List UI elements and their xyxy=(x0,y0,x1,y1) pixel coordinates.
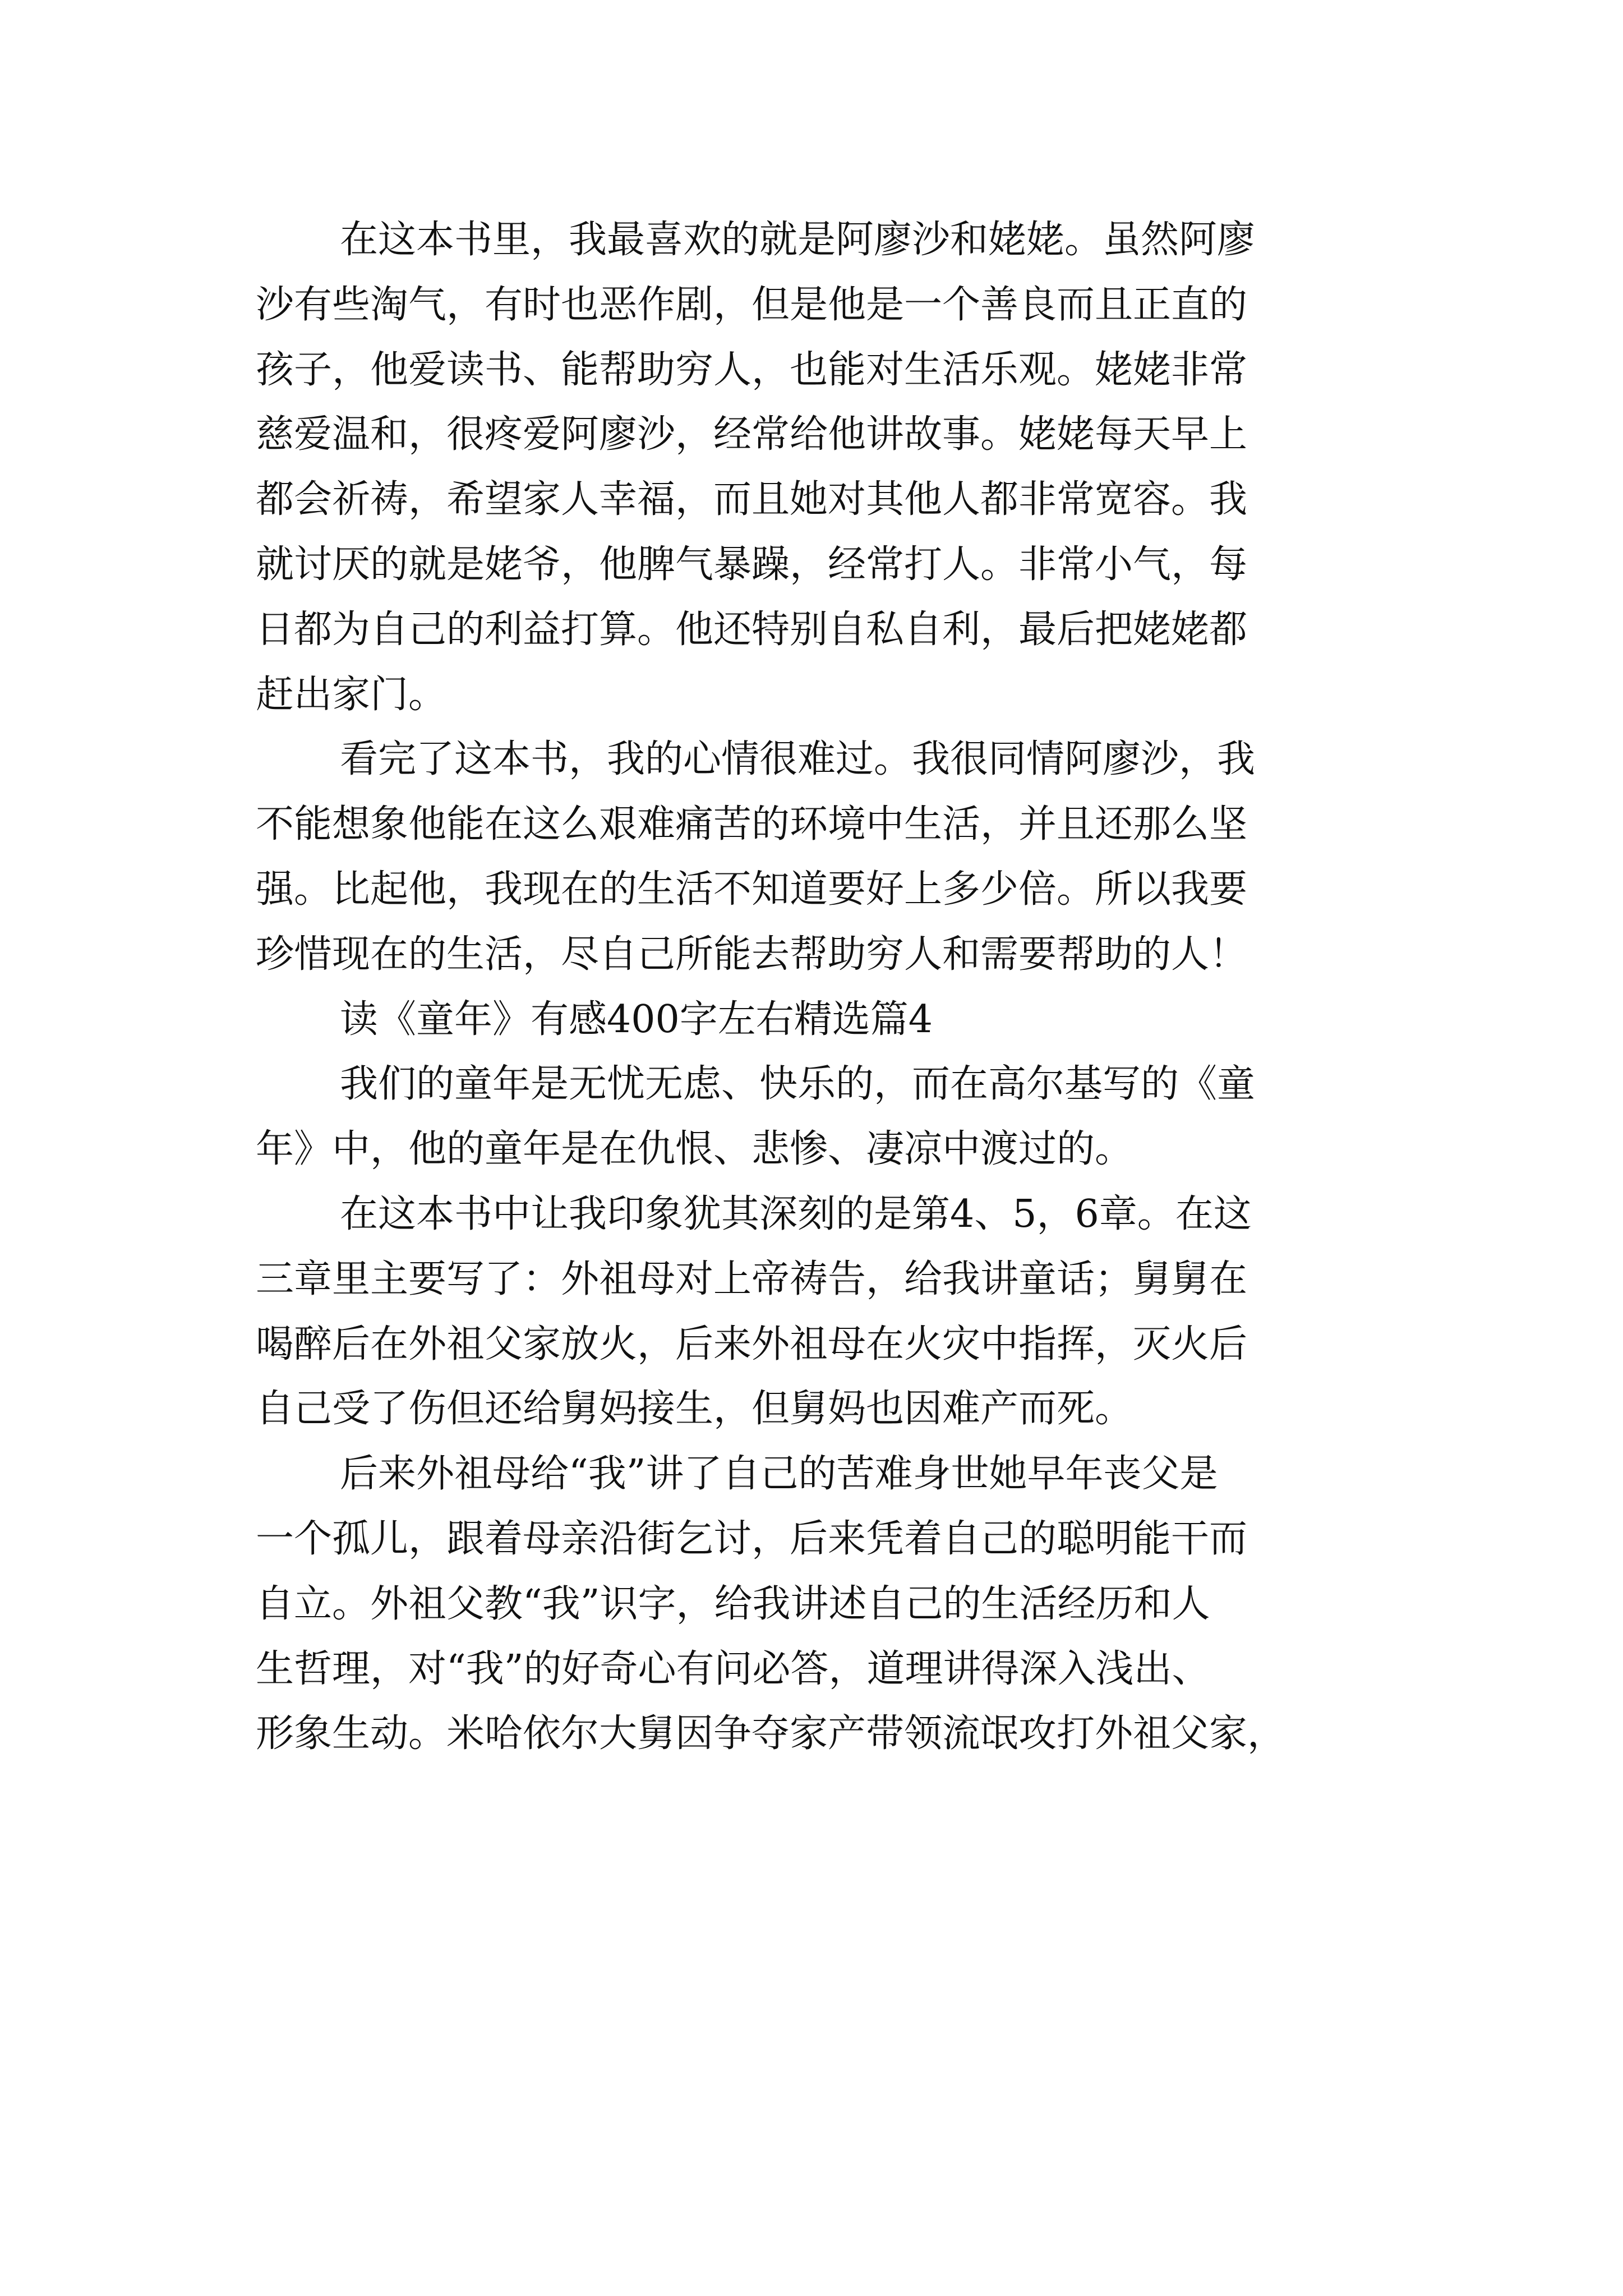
text-line: 我们的童年是无忧无虑、快乐的，而在高尔基写的《童 xyxy=(340,1062,1256,1107)
text-line: 珍惜现在的生活，尽自己所能去帮助穷人和需要帮助的人！ xyxy=(256,932,1248,977)
text-line: 沙有些淘气，有时也恶作剧，但是他是一个善良而且正直的 xyxy=(256,282,1248,327)
text-line: 日都为自己的利益打算。他还特别自私自利，最后把姥姥都 xyxy=(256,607,1248,652)
text-line: 都会祈祷，希望家人幸福，而且她对其他人都非常宽容。我 xyxy=(256,477,1248,522)
text-line: 孩子，他爱读书、能帮助穷人，也能对生活乐观。姥姥非常 xyxy=(256,347,1248,392)
text-line: 生哲理，对“我”的好奇心有问必答，道理讲得深入浅出、 xyxy=(256,1646,1210,1691)
text-line: 自己受了伤但还给舅妈接生，但舅妈也因难产而死。 xyxy=(256,1387,1133,1432)
text-line: 喝醉后在外祖父家放火，后来外祖母在火灾中指挥，灭火后 xyxy=(256,1322,1248,1366)
text-line: 在这本书里，我最喜欢的就是阿廖沙和姥姥。虽然阿廖 xyxy=(340,218,1256,262)
section-heading: 读《童年》有感400字左右精选篇4 xyxy=(340,997,933,1042)
text-line: 看完了这本书，我的心情很难过。我很同情阿廖沙，我 xyxy=(340,737,1256,782)
text-line: 赶出家门。 xyxy=(256,672,447,717)
text-line: 不能想象他能在这么艰难痛苦的环境中生活，并且还那么坚 xyxy=(256,802,1248,847)
text-line: 后来外祖母给“我”讲了自己的苦难身世她早年丧父是 xyxy=(340,1452,1218,1497)
text-line: 自立。外祖父教“我”识字，给我讲述自己的生活经历和人 xyxy=(256,1581,1210,1626)
text-line: 强。比起他，我现在的生活不知道要好上多少倍。所以我要 xyxy=(256,867,1248,912)
text-line: 慈爱温和，很疼爱阿廖沙，经常给他讲故事。姥姥每天早上 xyxy=(256,412,1248,457)
text-line: 一个孤儿，跟着母亲沿街乞讨，后来凭着自己的聪明能干而 xyxy=(256,1516,1248,1561)
text-line: 年》中，他的童年是在仇恨、悲惨、凄凉中渡过的。 xyxy=(256,1127,1133,1172)
text-line: 就讨厌的就是姥爷，他脾气暴躁，经常打人。非常小气，每 xyxy=(256,542,1248,587)
body-text xyxy=(256,208,1400,1766)
text-line: 三章里主要写了：外祖母对上帝祷告，给我讲童话；舅舅在 xyxy=(256,1257,1248,1301)
text-line: 在这本书中让我印象犹其深刻的是第4、5，6章。在这 xyxy=(340,1191,1252,1236)
text-line: 形象生动。米哈依尔大舅因争夺家产带领流氓攻打外祖父家， xyxy=(256,1711,1286,1756)
